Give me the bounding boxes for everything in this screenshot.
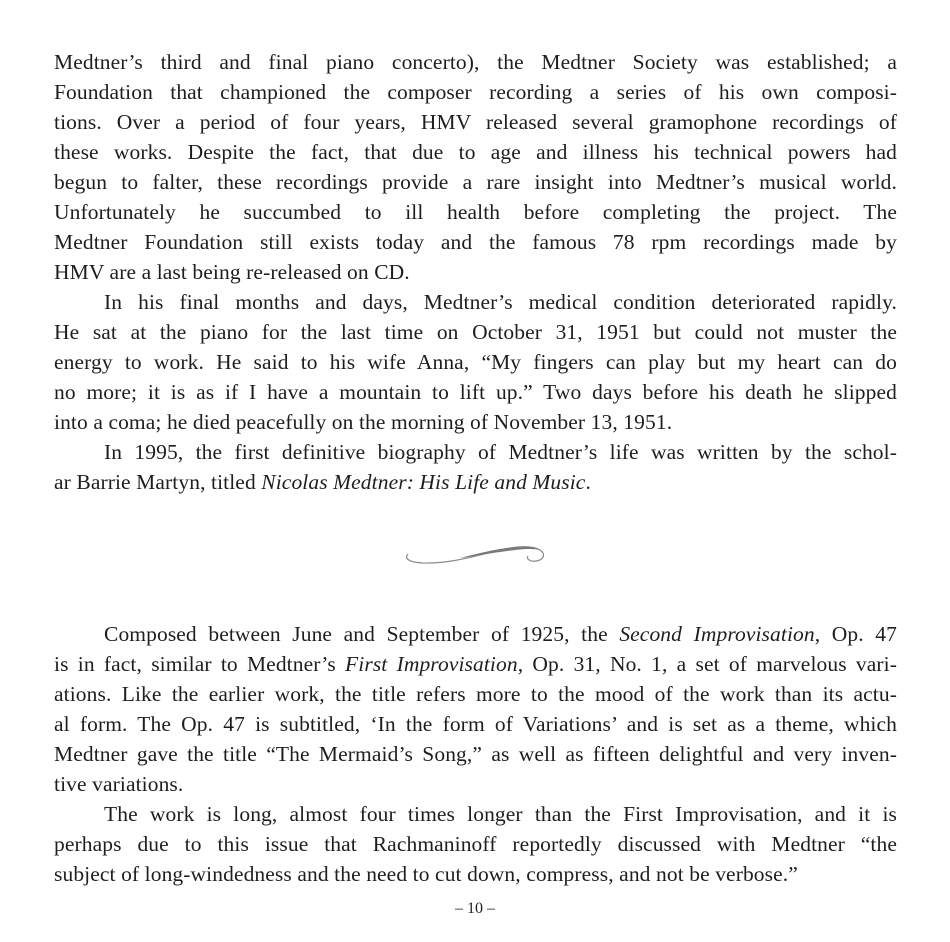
text-line: Medtner gave the title “The Mermaid’s Song,” as well as fifteen delightful and very inven- [54,742,897,766]
text-line: ations. Like the earlier work, the title refers more to the mood of the work than its actu- [54,682,897,706]
text-line: The work is long, almost four times longer than the First Improvisation, and it is [104,802,897,826]
text-line: He sat at the piano for the last time on October 31, 1951 but could not muster the [54,320,897,344]
section-medtner-biography [54,47,897,497]
text-line: tions. Over a period of four years, HMV released several gramophone recordings of [54,110,897,134]
paragraph [54,287,897,437]
text-line: into a coma; he died peacefully on the morning of November 13, 1951. [54,410,673,434]
text-line: al form. The Op. 47 is subtitled, ‘In the form of Variations’ and is set as a theme, which [54,712,897,736]
paragraph [54,47,897,287]
work-title: Second Improvisation [619,622,815,646]
section-second-improvisation [54,619,897,889]
text-line: HMV are a last being re-released on CD. [54,260,410,284]
text-line: Foundation that championed the composer recording a series of his own composi- [54,80,897,104]
text-line: energy to work. He said to his wife Anna, “My fingers can play but my heart can do [54,350,897,374]
text-line: these works. Despite the fact, that due to age and illness his technical powers had [54,140,897,164]
text-line: In 1995, the first definitive biography of Medtner’s life was written by the schol- [104,440,897,464]
text-line: is in fact, similar to Medtner’s First Improvisation, Op. 31, No. 1, a set of marvelous vari- [54,652,897,676]
text-line: perhaps due to this issue that Rachmaninoff reportedly discussed with Medtner “the [54,832,897,856]
text-line: ar Barrie Martyn, titled Nicolas Medtner: His Life and Music. [54,470,591,494]
text-line: Unfortunately he succumbed to ill health before completing the project. The [54,200,897,224]
paragraph [54,437,897,497]
paragraph [54,799,897,889]
page-number: – 10 – [455,900,495,917]
text-line: Composed between June and September of 1925, the Second Improvisation, Op. 47 [104,622,898,646]
flourish-divider-icon [400,540,550,572]
text-line: subject of long-windedness and the need to cut down, compress, and not be verbose.” [54,862,798,886]
book-title: Nicolas Medtner: His Life and Music [261,470,586,494]
text-line: begun to falter, these recordings provide a rare insight into Medtner’s musical world. [54,170,897,194]
text-line: In his final months and days, Medtner’s medical condition deteriorated rapidly. [104,290,897,314]
text-line: tive variations. [54,772,184,796]
text-line: Medtner Foundation still exists today and the famous 78 rpm recordings made by [54,230,897,254]
text-line: no more; it is as if I have a mountain to lift up.” Two days before his death he slipped [54,380,897,404]
work-title: First Improvisation [345,652,518,676]
paragraph [54,619,897,799]
text-line: Medtner’s third and final piano concerto), the Medtner Society was established; a [54,50,897,74]
